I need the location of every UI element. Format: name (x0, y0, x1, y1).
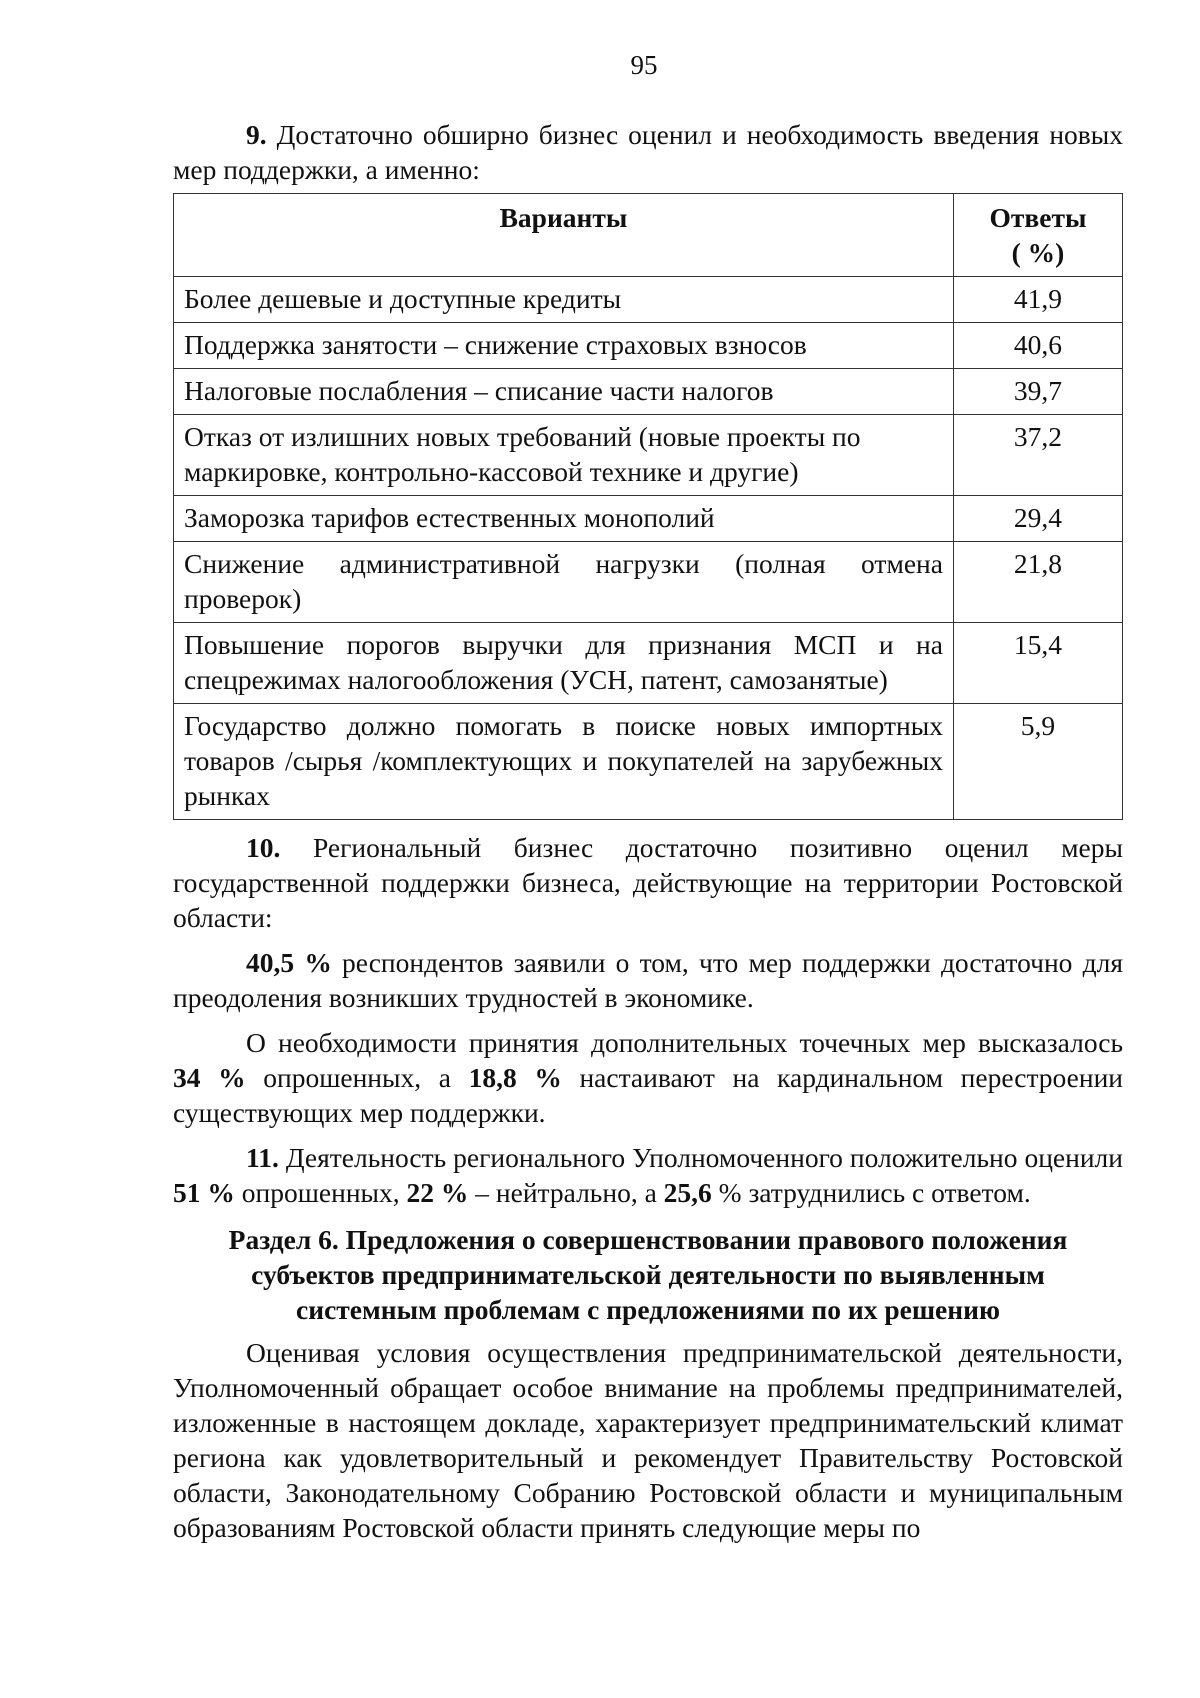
header-answers-unit: ( %) (1011, 237, 1065, 268)
table-row (174, 277, 1123, 323)
paragraph-11-text-3: – нейтрально, а (468, 1177, 664, 1208)
answer-cell: 40,6 (953, 323, 1122, 369)
paragraph-11 (173, 1140, 1123, 1210)
table-row (174, 623, 1123, 704)
document-body (173, 117, 1123, 1545)
page-number: 95 (630, 50, 658, 80)
paragraph-sufficient (173, 945, 1123, 1015)
paragraph-11-text-4: % затруднились с ответом. (711, 1177, 1031, 1208)
answer-cell: 39,7 (953, 369, 1122, 415)
pct-additional-measures: 34 % (173, 1062, 246, 1093)
section-6-heading-line: Раздел 6. Предложения о совершенствовании правового положения (228, 1224, 1068, 1255)
table-row (174, 369, 1123, 415)
paragraph-9-text: Достаточно обширно бизнес оценил и необходимость введения новых мер поддержки, а именно: (173, 119, 1123, 185)
paragraph-additional-text-3: настаивают на кардинальном перестроении существующих мер поддержки. (173, 1062, 1123, 1128)
answer-cell: 29,4 (953, 496, 1122, 542)
paragraph-additional-text-2: опрошенных, а (245, 1062, 469, 1093)
table-header-row (174, 194, 1123, 277)
answer-cell: 5,9 (953, 704, 1122, 820)
answer-cell: 37,2 (953, 415, 1122, 496)
header-answers-label: Ответы (989, 202, 1087, 233)
section-6-heading-line: системным проблемам с предложениями по их решению (296, 1294, 1000, 1325)
variant-cell: Более дешевые и доступные кредиты (174, 277, 954, 323)
paragraph-10-text: Региональный бизнес достаточно позитивно оценил меры государственной поддержки бизнеса, действующие на территории Ростовской области: (173, 832, 1123, 933)
section-6-heading (173, 1222, 1123, 1327)
table-row (174, 542, 1123, 623)
answer-cell: 15,4 (953, 623, 1122, 704)
header-answers (953, 194, 1122, 277)
item-number-11: 11. (246, 1142, 279, 1173)
paragraph-11-text-2: опрошенных, (234, 1177, 407, 1208)
table-row (174, 496, 1123, 542)
paragraph-11-text-1: Деятельность регионального Уполномоченного положительно оценили (278, 1142, 1123, 1173)
pct-sufficient: 40,5 % (246, 947, 332, 978)
header-variants: Варианты (174, 194, 954, 277)
paragraph-closing: Оценивая условия осуществления предпринимательской деятельности, Уполномоченный обращает особое внимание на проблемы предпринимателей, изложенные в настоящем докладе, характеризует предпринимательский климат региона как удовлетворительный и рекомендует Правительству Ростовской области, Законодательному Собранию Ростовской области и муниципальным образованиям Ростовской области принять следующие меры по (173, 1337, 1123, 1543)
pct-restructuring: 18,8 % (468, 1062, 562, 1093)
variant-cell: Снижение административной нагрузки (полная отмена проверок) (174, 542, 954, 623)
pct-positive: 51 % (173, 1177, 235, 1208)
paragraph-additional-text-1: О необходимости принятия дополнительных точечных мер высказалось (246, 1027, 1123, 1058)
paragraph-sufficient-text: респондентов заявили о том, что мер поддержки достаточно для преодоления возникших трудностей в экономике. (173, 947, 1123, 1013)
variant-cell: Повышение порогов выручки для признания МСП и на спецрежимах налогообложения (УСН, патент, самозанятые) (174, 623, 954, 704)
support-measures-table (173, 193, 1123, 820)
variant-cell: Заморозка тарифов естественных монополий (174, 496, 954, 542)
variant-cell: Отказ от излишних новых требований (новые проекты по маркировке, контрольно-кассовой технике и другие) (174, 415, 954, 496)
paragraph-9 (173, 117, 1123, 187)
variant-cell: Государство должно помогать в поиске новых импортных товаров /сырья /комплектующих и покупателей на зарубежных рынках (174, 704, 954, 820)
section-6-heading-line: субъектов предпринимательской деятельности по выявленным (251, 1259, 1045, 1290)
answer-cell: 41,9 (953, 277, 1122, 323)
variant-cell: Поддержка занятости – снижение страховых взносов (174, 323, 954, 369)
variant-cell: Налоговые послабления – списание части налогов (174, 369, 954, 415)
pct-undecided: 25,6 (663, 1177, 712, 1208)
paragraph-additional (173, 1025, 1123, 1130)
table-row (174, 323, 1123, 369)
answer-cell: 21,8 (953, 542, 1122, 623)
pct-neutral: 22 % (406, 1177, 469, 1208)
item-number-10: 10. (246, 832, 281, 863)
table-row (174, 415, 1123, 496)
table-row (174, 704, 1123, 820)
item-number-9: 9. (246, 119, 267, 150)
paragraph-10 (173, 830, 1123, 935)
